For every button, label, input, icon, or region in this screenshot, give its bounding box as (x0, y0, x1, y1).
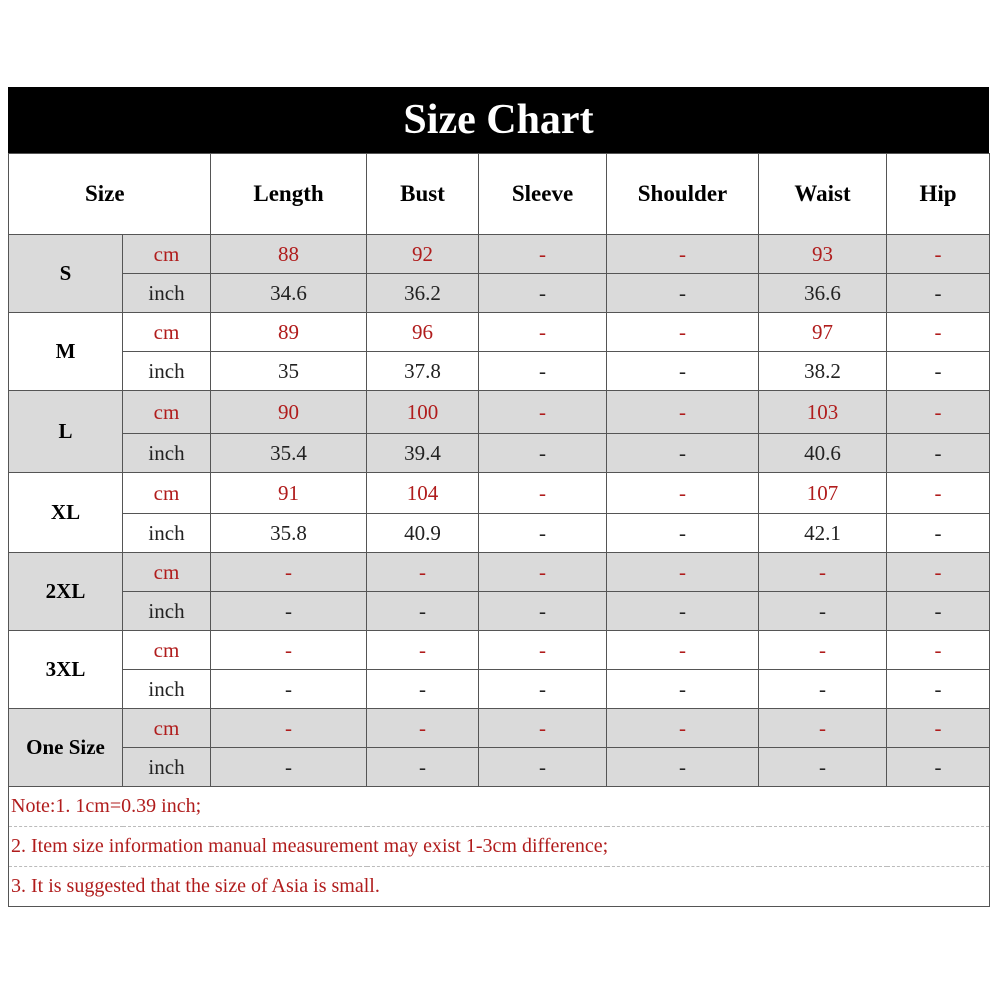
sleeve-cm-cell: - (479, 313, 607, 352)
shoulder-cm-cell: - (607, 553, 759, 592)
note-3: 3. It is suggested that the size of Asia is small. (9, 867, 990, 907)
sleeve-inch-cell: - (479, 514, 607, 553)
hip-inch-cell: - (887, 670, 990, 709)
shoulder-cm-cell: - (607, 235, 759, 274)
length-cm-cell: 91 (211, 473, 367, 514)
table-row (9, 352, 990, 391)
waist-inch-cell: 36.6 (759, 274, 887, 313)
size-group (9, 235, 990, 313)
waist-cm-cell: 107 (759, 473, 887, 514)
shoulder-inch-cell: - (607, 670, 759, 709)
table-row (9, 274, 990, 313)
hip-cm-cell: - (887, 391, 990, 434)
header-row (9, 154, 990, 235)
header-shoulder: Shoulder (607, 154, 759, 235)
bust-cm-cell: 100 (367, 391, 479, 434)
table-row (9, 592, 990, 631)
table-row (9, 313, 990, 352)
waist-cm-cell: 93 (759, 235, 887, 274)
hip-inch-cell: - (887, 352, 990, 391)
bust-inch-cell: - (367, 748, 479, 787)
note-2: 2. Item size information manual measurement may exist 1-3cm difference; (9, 827, 990, 867)
length-cm-cell: - (211, 553, 367, 592)
unit-label: cm (123, 235, 211, 274)
size-group (9, 473, 990, 553)
header-waist: Waist (759, 154, 887, 235)
waist-cm-cell: 97 (759, 313, 887, 352)
header-hip: Hip (887, 154, 990, 235)
unit-label: cm (123, 709, 211, 748)
length-inch-cell: 34.6 (211, 274, 367, 313)
hip-inch-cell: - (887, 748, 990, 787)
unit-label: inch (123, 274, 211, 313)
length-cm-cell: - (211, 709, 367, 748)
shoulder-cm-cell: - (607, 391, 759, 434)
size-label: XL (9, 473, 123, 553)
size-label: M (9, 313, 123, 391)
shoulder-inch-cell: - (607, 352, 759, 391)
bust-inch-cell: - (367, 670, 479, 709)
hip-cm-cell: - (887, 235, 990, 274)
bust-cm-cell: - (367, 631, 479, 670)
sleeve-inch-cell: - (479, 592, 607, 631)
length-cm-cell: 89 (211, 313, 367, 352)
sleeve-inch-cell: - (479, 748, 607, 787)
size-group (9, 709, 990, 787)
bust-inch-cell: 36.2 (367, 274, 479, 313)
waist-cm-cell: - (759, 631, 887, 670)
chart-title: Size Chart (8, 87, 989, 153)
unit-label: inch (123, 670, 211, 709)
bust-cm-cell: 96 (367, 313, 479, 352)
hip-inch-cell: - (887, 514, 990, 553)
size-label: One Size (9, 709, 123, 787)
shoulder-inch-cell: - (607, 592, 759, 631)
length-cm-cell: 90 (211, 391, 367, 434)
size-label: 3XL (9, 631, 123, 709)
unit-label: cm (123, 313, 211, 352)
bust-cm-cell: 104 (367, 473, 479, 514)
hip-cm-cell: - (887, 709, 990, 748)
unit-label: inch (123, 592, 211, 631)
bust-cm-cell: - (367, 553, 479, 592)
waist-cm-cell: 103 (759, 391, 887, 434)
header-sleeve: Sleeve (479, 154, 607, 235)
bust-inch-cell: 39.4 (367, 434, 479, 473)
sleeve-cm-cell: - (479, 709, 607, 748)
waist-inch-cell: - (759, 592, 887, 631)
waist-inch-cell: 40.6 (759, 434, 887, 473)
sleeve-cm-cell: - (479, 473, 607, 514)
shoulder-inch-cell: - (607, 514, 759, 553)
length-inch-cell: - (211, 592, 367, 631)
waist-inch-cell: - (759, 670, 887, 709)
sleeve-cm-cell: - (479, 235, 607, 274)
hip-inch-cell: - (887, 434, 990, 473)
size-label: S (9, 235, 123, 313)
size-group (9, 391, 990, 473)
hip-inch-cell: - (887, 274, 990, 313)
hip-cm-cell: - (887, 631, 990, 670)
unit-label: inch (123, 514, 211, 553)
size-table (8, 153, 990, 907)
size-group (9, 313, 990, 391)
shoulder-inch-cell: - (607, 748, 759, 787)
bust-cm-cell: - (367, 709, 479, 748)
waist-inch-cell: - (759, 748, 887, 787)
unit-label: inch (123, 748, 211, 787)
hip-inch-cell: - (887, 592, 990, 631)
bust-inch-cell: - (367, 592, 479, 631)
unit-label: inch (123, 352, 211, 391)
shoulder-cm-cell: - (607, 473, 759, 514)
sleeve-inch-cell: - (479, 434, 607, 473)
length-inch-cell: 35 (211, 352, 367, 391)
sleeve-cm-cell: - (479, 391, 607, 434)
waist-inch-cell: 42.1 (759, 514, 887, 553)
waist-cm-cell: - (759, 709, 887, 748)
table-row (9, 391, 990, 434)
sleeve-cm-cell: - (479, 553, 607, 592)
unit-label: cm (123, 553, 211, 592)
size-group (9, 553, 990, 631)
table-row (9, 235, 990, 274)
bust-cm-cell: 92 (367, 235, 479, 274)
note-1: Note:1. 1cm=0.39 inch; (9, 787, 990, 827)
bust-inch-cell: 40.9 (367, 514, 479, 553)
table-row (9, 553, 990, 592)
shoulder-inch-cell: - (607, 434, 759, 473)
table-row (9, 514, 990, 553)
header-size: Size (9, 154, 211, 235)
size-label: L (9, 391, 123, 473)
length-cm-cell: 88 (211, 235, 367, 274)
length-inch-cell: - (211, 748, 367, 787)
sleeve-inch-cell: - (479, 352, 607, 391)
hip-cm-cell: - (887, 313, 990, 352)
shoulder-cm-cell: - (607, 631, 759, 670)
waist-cm-cell: - (759, 553, 887, 592)
size-label: 2XL (9, 553, 123, 631)
hip-cm-cell: - (887, 553, 990, 592)
header-length: Length (211, 154, 367, 235)
table-row (9, 434, 990, 473)
length-inch-cell: 35.4 (211, 434, 367, 473)
table-row (9, 473, 990, 514)
waist-inch-cell: 38.2 (759, 352, 887, 391)
shoulder-cm-cell: - (607, 709, 759, 748)
shoulder-cm-cell: - (607, 313, 759, 352)
table-row (9, 631, 990, 670)
unit-label: cm (123, 631, 211, 670)
sleeve-inch-cell: - (479, 670, 607, 709)
table-row (9, 748, 990, 787)
table-row (9, 670, 990, 709)
sleeve-cm-cell: - (479, 631, 607, 670)
table-row (9, 709, 990, 748)
bust-inch-cell: 37.8 (367, 352, 479, 391)
unit-label: cm (123, 391, 211, 434)
length-inch-cell: 35.8 (211, 514, 367, 553)
size-chart (8, 87, 989, 907)
unit-label: cm (123, 473, 211, 514)
shoulder-inch-cell: - (607, 274, 759, 313)
sleeve-inch-cell: - (479, 274, 607, 313)
header-bust: Bust (367, 154, 479, 235)
unit-label: inch (123, 434, 211, 473)
length-inch-cell: - (211, 670, 367, 709)
size-group (9, 631, 990, 709)
hip-cm-cell: - (887, 473, 990, 514)
length-cm-cell: - (211, 631, 367, 670)
